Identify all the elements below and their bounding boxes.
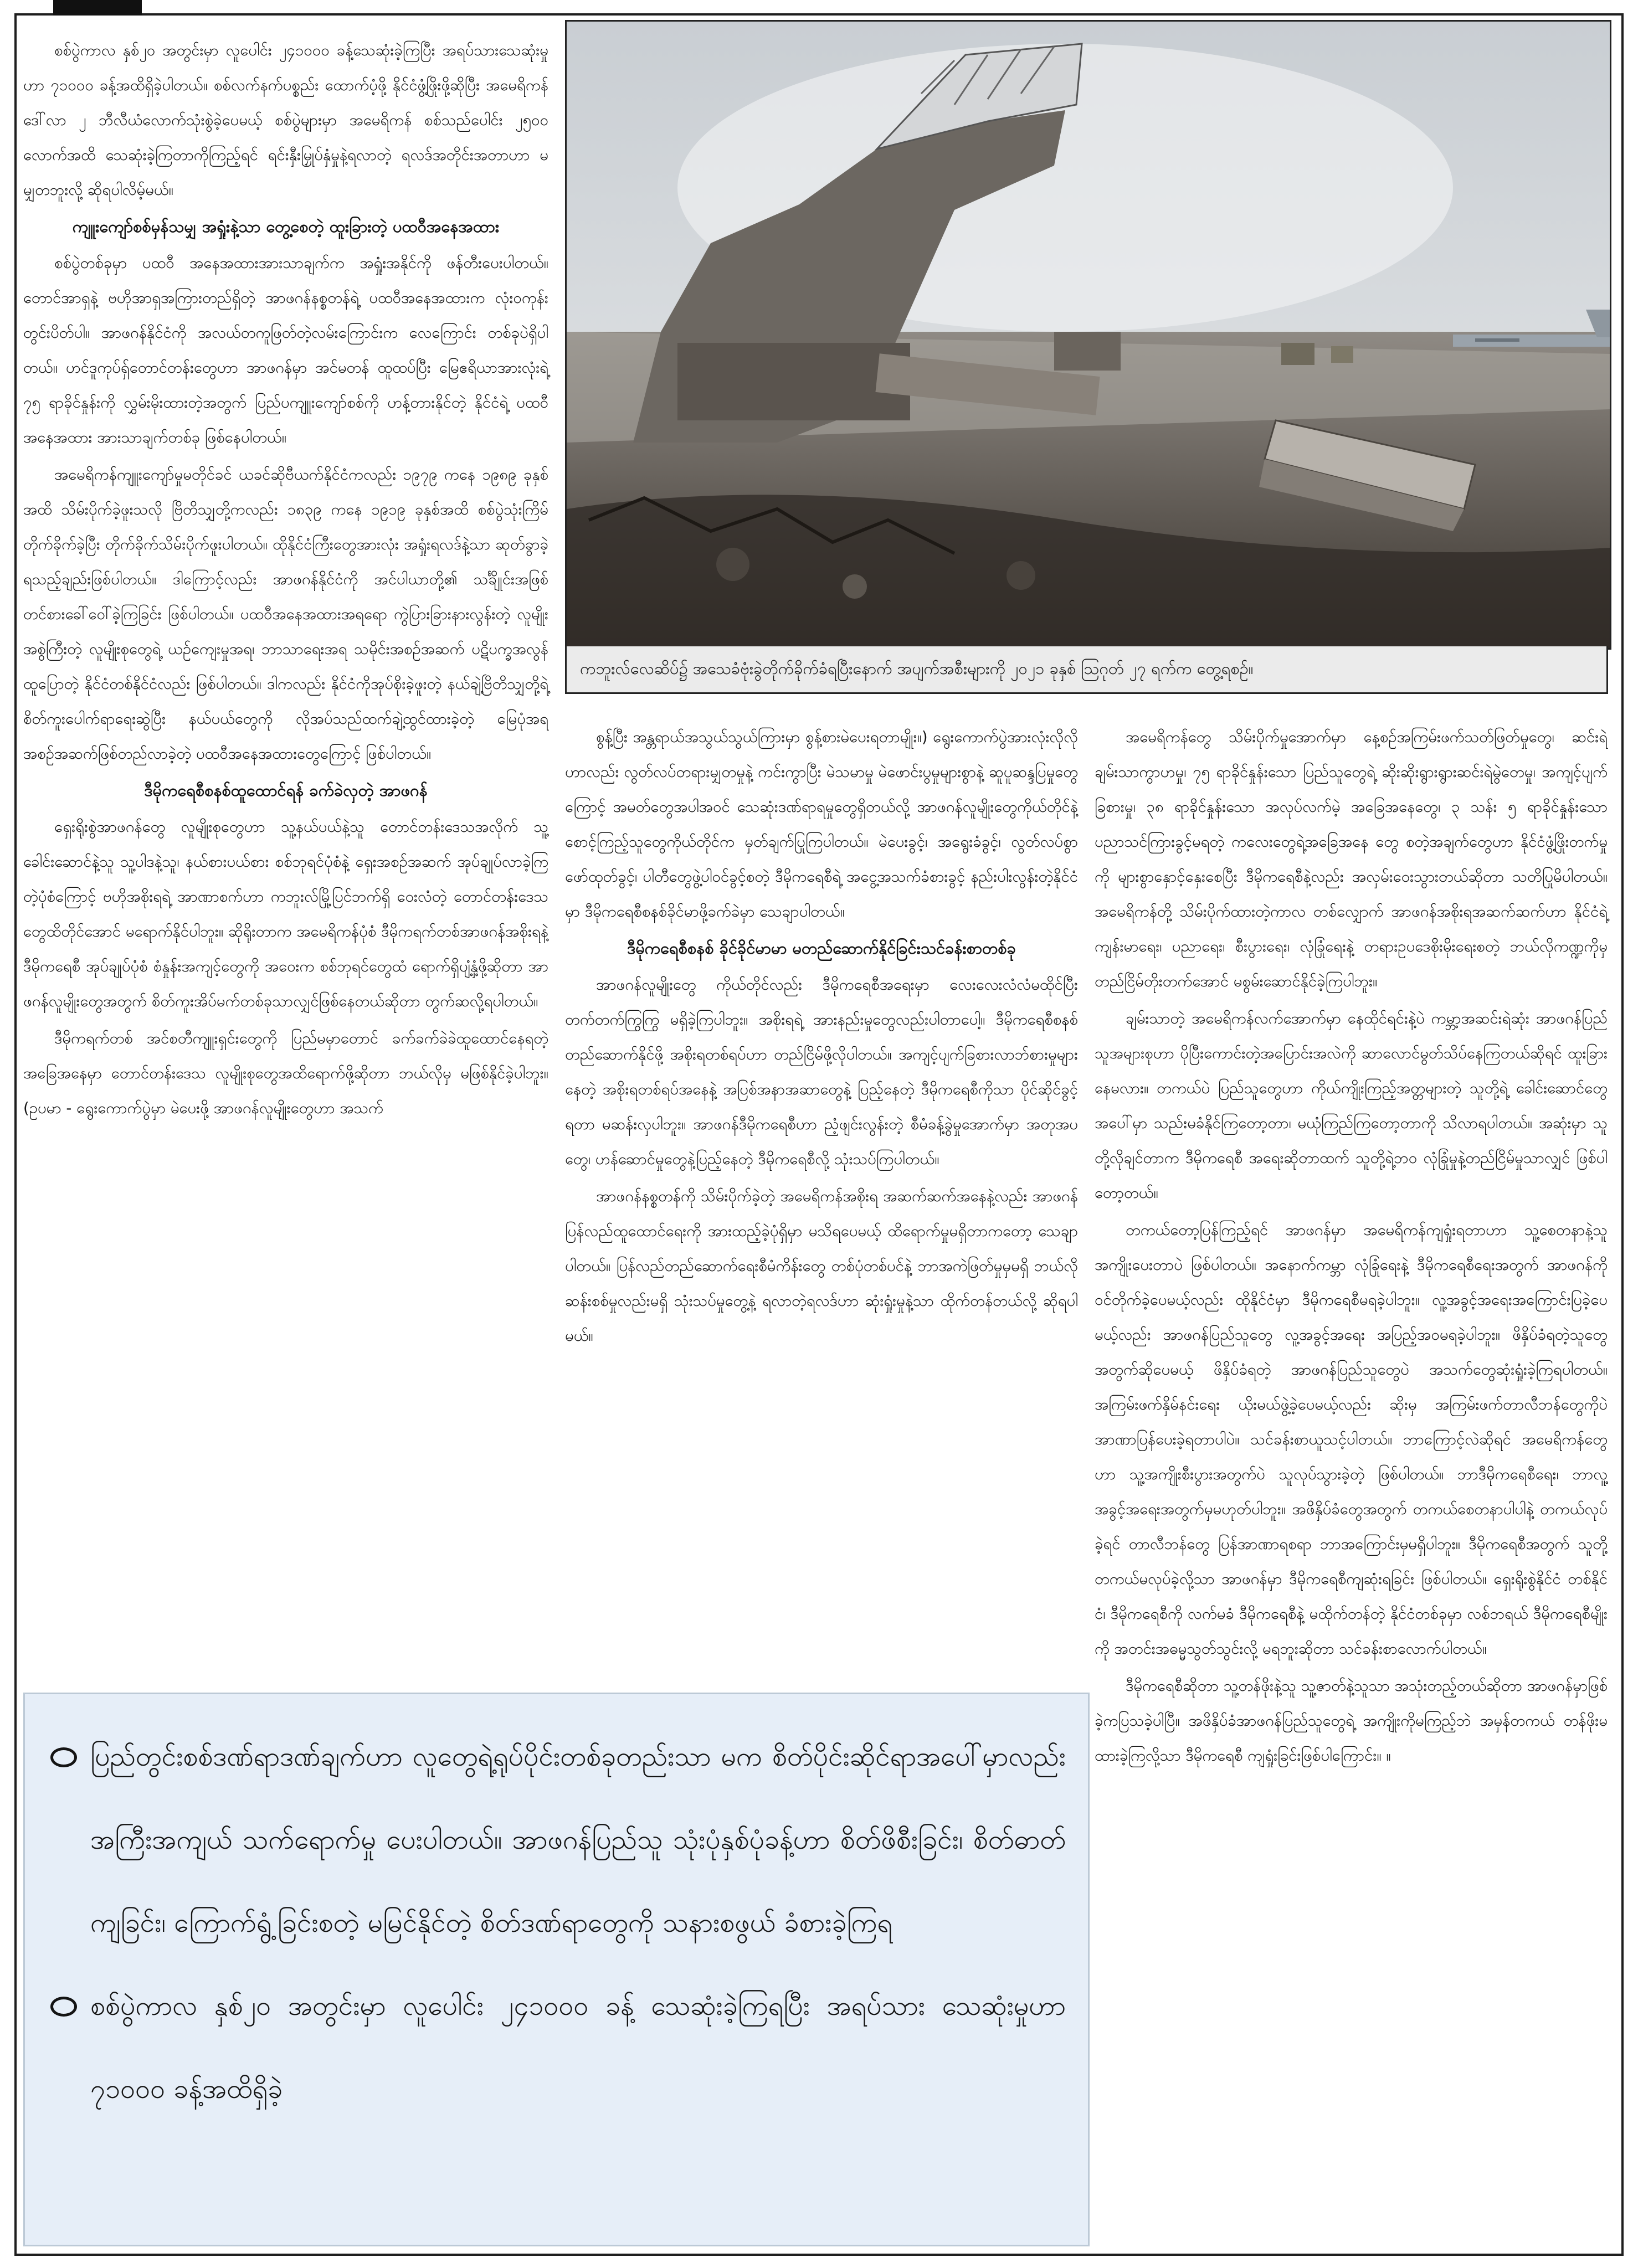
col3-paragraph-2: ချမ်းသာတဲ့ အမေရိကန်လက်အောက်မှာ နေထိုင်ရင်းနဲ့ပဲ ကမ္ဘာ့အဆင်းရဲဆုံး အာဖဂန်ပြည်သူအများစုဟာ ပိုပြီးကောင်းတဲ့အပြောင်းအလဲကို ဆာလောင်မွတ်သိပ်နေကြတယ်ဆိုရင် ထူးခြားနေမလား။ တကယ်ပဲ ပြည်သူတွေဟာ ကိုယ်ကျိုးကြည့်အတ္တများတဲ့ သူတို့ရဲ့ ခေါင်းဆောင်တွေအပေါ်မှာ သည်းမခံနိုင်ကြတော့တာ၊ မယုံကြည်ကြတော့တာကို သိလာရပါတယ်။ အဆုံးမှာ သူတို့လိုချင်တာက ဒီမိုကရေစီ အရေးဆိုတာထက် သူတို့ရဲ့ဘဝ လုံခြုံမှုနဲ့တည်ငြိမ်မှုသာလျှင် ဖြစ်ပါတော့တယ်။ (1095, 1010, 1608, 1202)
col3-paragraph-3: တကယ်တော့ပြန်ကြည့်ရင် အာဖဂန်မှာ အမေရိကန်ကျရှုံးရတာဟာ သူ့စေတနာနဲ့သူ အကျိုးပေးတာပဲ ဖြစ်ပါတယ်။ အနောက်ကမ္ဘာ လုံခြုံရေးနဲ့ ဒီမိုကရေစီရေးအတွက် အာဖဂန်ကို ဝင်တိုက်ခဲ့ပေမယ့်လည်း ထိုနိုင်ငံမှာ ဒီမိုကရေစီမရခဲ့ပါဘူး။ လူ့အခွင့်အရေးအကြောင်းပြခဲ့ပေမယ့်လည်း အာဖဂန်ပြည်သူတွေ လူ့အခွင့်အရေး အပြည့်အဝမရခဲ့ပါဘူး။ ဖိနှိပ်ခံရတဲ့သူတွေအတွက်ဆိုပေမယ့် ဖိနှိပ်ခံရတဲ့ အာဖဂန်ပြည်သူတွေပဲ အသက်တွေဆုံးရှုံးခဲ့ကြရပါတယ်။ အကြမ်းဖက်နှိမ်နင်းရေး ယိုးမယ်ဖွဲ့ခဲ့ပေမယ့်လည်း ဆိုးမှ အကြမ်းဖက်တာလီဘန်တွေကိုပဲ အာဏာပြန်ပေးခဲ့ရတာပါပဲ။ သင်ခန်းစာယူသင့်ပါတယ်။ ဘာကြောင့်လဲဆိုရင် အမေရိကန်တွေဟာ သူ့အကျိုးစီးပွားအတွက်ပဲ သူလုပ်သွားခဲ့တဲ့ ဖြစ်ပါတယ်။ ဘာဒီမိုကရေစီရေး၊ ဘာလူ့အခွင့်အရေးအတွက်မှမဟုတ်ပါဘူး။ အဖိနှိပ်ခံတွေအတွက် တကယ်စေတနာပါပါနဲ့ တကယ်လုပ်ခဲ့ရင် တာလီဘန်တွေ ပြန်အာဏာရစရာ ဘာအကြောင်းမှမရှိပါဘူး။ ဒီမိုကရေစီအတွက် သူတို့တကယ်မလုပ်ခဲ့လို့သာ အာဖဂန်မှာ ဒီမိုကရေစီကျဆုံးရခြင်း ဖြစ်ပါတယ်။ ရှေးရိုးစွဲနိုင်ငံ တစ်နိုင်ငံ၊ ဒီမိုကရေစီကို လက်မခံ ဒီမိုကရေစီနဲ့ မထိုက်တန်တဲ့ နိုင်ငံတစ်ခုမှာ လစ်ဘရယ် ဒီမိုကရေစီမျိုးကို အတင်းအဓမ္မသွတ်သွင်းလို့ မရဘူးဆိုတာ သင်ခန်းစာလောက်ပါတယ်။ (1095, 1221, 1608, 1658)
circle-bullet-icon (50, 1997, 77, 2017)
column-2 (565, 720, 1078, 1689)
callout-box (23, 1693, 1090, 2246)
circle-bullet-icon (50, 1747, 77, 1767)
callout-item-2-text: စစ်ပွဲကာလ နှစ်၂၀ အတွင်းမှာ လူပေါင်း ၂၄၁၀၀၀ ခန့် သေဆုံးခဲ့ကြရပြီး အရပ်သား သေဆုံးမှုဟာ ၇၁၀၀၀ ခန့်အထိရှိခဲ့ (90, 1991, 1066, 2105)
column-3 (1095, 720, 1608, 2243)
photo-illustration (567, 22, 1610, 648)
col1-paragraph-3: အမေရိကန်ကျူးကျော်မှုမတိုင်ခင် ယခင်ဆိုဗီယက်နိုင်ငံကလည်း ၁၉၇၉ ကနေ ၁၉၈၉ ခုနှစ်အထိ သိမ်းပိုက်ခဲ့ဖူးသလို ဗြိတိသျှတို့ကလည်း ၁၈၃၉ ကနေ ၁၉၁၉ ခုနှစ်အထိ စစ်ပွဲသုံးကြိမ်တိုက်ခိုက်ခဲ့ပြီး တိုက်ခိုက်သိမ်းပိုက်ဖူးပါတယ်။ ထိုနိုင်ငံကြီးတွေအားလုံး အရှုံးရလဒ်နဲ့သာ ဆုတ်ခွာခဲ့ရသည့်ချည်းဖြစ်ပါတယ်။ ဒါကြောင့်လည်း အာဖဂန်နိုင်ငံကို အင်ပါယာတို့၏ သင်္ချိုင်းအဖြစ် တင်စားခေါ်ဝေါ်ခဲ့ကြခြင်း ဖြစ်ပါတယ်။ ပထဝီအနေအထားအရရော ကွဲပြားခြားနားလွန်းတဲ့ လူမျိုးအစွဲကြီးတဲ့ လူမျိုးစုတွေရဲ့ ယဉ်ကျေးမှုအရ၊ ဘာသာရေးအရ သမိုင်းအစဉ်အဆက် ပဋိပက္ခအလွန်ထူပြောတဲ့ နိုင်ငံတစ်နိုင်ငံလည်း ဖြစ်ပါတယ်။ ဒါကလည်း နိုင်ငံကိုအုပ်စိုးခဲ့ဖူးတဲ့ နယ်ချဲ့ဗြိတိသျှတို့ရဲ့ စိတ်ကူးပေါက်ရာရေးဆွဲပြီး နယ်ပယ်တွေကို လိုအပ်သည်ထက်ချဲ့ထွင်ထားခဲ့တဲ့ မြေပုံအရ အစဉ်အဆက်ဖြစ်တည်လာခဲ့တဲ့ ပထဝီအနေအထားတွေကြောင့် ဖြစ်ပါတယ်။ (23, 466, 548, 763)
callout-item-1-text: ပြည်တွင်းစစ်ဒဏ်ရာဒဏ်ချက်ဟာ လူတွေရဲ့ရုပ်ပိုင်းတစ်ခုတည်းသာ မက စိတ်ပိုင်းဆိုင်ရာအပေါ်မှာလည်း အကြီးအကျယ် သက်ရောက်မှု ပေးပါတယ်။ အာဖဂန်ပြည်သူ သုံးပုံနှစ်ပုံခန့်ဟာ စိတ်ဖိစီးခြင်း၊ စိတ်ဓာတ်ကျခြင်း၊ ကြောက်ရွံ့ခြင်းစတဲ့ မမြင်နိုင်တဲ့ စိတ်ဒဏ်ရာတွေကို သနားစဖွယ် ခံစားခဲ့ကြရ (90, 1741, 1066, 1938)
col1-heading-2: ဒီမိုကရေစီစနစ်ထူထောင်ရန် ခက်ခဲလှတဲ့ အာဖဂန် (144, 781, 428, 800)
callout-item-1 (47, 1715, 1066, 1964)
photo-airport-debris (565, 20, 1611, 650)
col1-paragraph-5: ဒီမိုကရက်တစ် အင်စတီကျူးရှင်းတွေကို ပြည်မမှာတောင် ခက်ခက်ခဲခဲထူထောင်နေရတဲ့အခြေအနေမှာ တောင်တန်းဒေသ လူမျိုးစုတွေအထိရောက်ဖို့ဆိုတာ ဘယ်လိုမှ မဖြစ်နိုင်ခဲ့ပါဘူး။ (ဥပမာ - ရွေးကောက်ပွဲမှာ မဲပေးဖို့ အာဖဂန်လူမျိုးတွေဟာ အသက် (23, 1030, 548, 1117)
col2-paragraph-3: အာဖဂန်နစ္စတန်ကို သိမ်းပိုက်ခဲ့တဲ့ အမေရိကန်အစိုးရ အဆက်ဆက်အနေနဲ့လည်း အာဖဂန်ပြန်လည်ထူထောင်ရေးကို အားထည့်ခဲ့ပုံရှိမှာ မသိရပေမယ့် ထိရောက်မှုမရှိတာကတော့ သေချာပါတယ်။ ပြန်လည်တည်ဆောက်ရေးစီမံကိန်းတွေ တစ်ပုံတစ်ပင်နဲ့ ဘာအကဲဖြတ်မှုမှမရှိ ဘယ်လိုဆန်းစစ်မှုလည်းမရှိ သုံးသပ်မှုတွေ့နဲ့ ရလာတဲ့ရလဒ်ဟာ ဆုံးရှုံးမှုနဲ့သာ ထိုက်တန်တယ်လို့ ဆိုရပါမယ်။ (565, 1187, 1078, 1345)
col1-heading-1: ကျူးကျော်စစ်မှန်သမျှ အရှုံးနဲ့သာ တွေ့စေတဲ့ ထူးခြားတဲ့ ပထဝီအနေအထား (72, 217, 500, 236)
col3-paragraph-1: အမေရိကန်တွေ သိမ်းပိုက်မှုအောက်မှာ နေ့စဉ်အကြမ်းဖက်သတ်ဖြတ်မှုတွေ၊ ဆင်းရဲချမ်းသာကွာဟမှု၊ ၇၅ ရာခိုင်နှုန်းသော ပြည်သူတွေရဲ့ ဆိုးဆိုးရွားရွားဆင်းရဲမွဲတေမှု၊ အကျင့်ပျက်ခြစားမှု၊ ၃၈ ရာခိုင်နှုန်းသော အလုပ်လက်မဲ့ အခြေအနေတွေ၊ ၃ သန်း ၅ ရာခိုင်နှုန်းသော ပညာသင်ကြားခွင့်မရတဲ့ ကလေးတွေရဲ့အခြေအနေ တွေ စတဲ့အချက်တွေဟာ နိုင်ငံဖွံ့ဖြိုးတက်မှုကို များစွာနှောင့်နှေးစေပြီး ဒီမိုကရေစီနဲ့လည်း အလှမ်းဝေးသွားတယ်ဆိုတာ သတိပြုမိပါတယ်။ အမေရိကန်တို့ သိမ်းပိုက်ထားတဲ့ကာလ တစ်လျှောက် အာဖဂန်အစိုးရအဆက်ဆက်ဟာ နိုင်ငံရဲ့ကျန်းမာရေး၊ ပညာရေး၊ စီးပွားရေး၊ လုံခြုံရေးနဲ့ တရားဥပဒေစိုးမိုးရေးစတဲ့ ဘယ်လိုကဏ္ဍကိုမှ တည်ငြိမ်တိုးတက်အောင် မစွမ်းဆောင်နိုင်ခဲ့ကြပါဘူး။ (1095, 728, 1608, 990)
col1-paragraph-2: စစ်ပွဲတစ်ခုမှာ ပထဝီ အနေအထားအားသာချက်က အရှုံးအနိုင်ကို ဖန်တီးပေးပါတယ်။ တောင်အာရှနဲ့ ဗဟိုအာရှအကြားတည်ရှိတဲ့ အာဖဂန်နစ္စတန်ရဲ့ ပထဝီအနေအထားက လုံးဝကုန်းတွင်းပိတ်ပါ။ အာဖဂန်နိုင်ငံကို အလယ်တကူဖြတ်တဲ့လမ်းကြောင်းက လေကြောင်း တစ်ခုပဲရှိပါတယ်။ ဟင်ဒူကုပ်ရှ်တောင်တန်းတွေဟာ အာဖဂန်မှာ အင်မတန် ထူထပ်ပြီး မြေဧရိယာအားလုံးရဲ့ ၇၅ ရာခိုင်နှုန်းကို လွှမ်းမိုးထားတဲ့အတွက် ပြည်ပကျူးကျော်စစ်ကို ဟန့်တားနိုင်တဲ့ နိုင်ငံရဲ့ ပထဝီအနေအထား အားသာချက်တစ်ခု ဖြစ်နေပါတယ်။ (23, 254, 548, 446)
col1-paragraph-4: ရှေးရိုးစွဲအာဖဂန်တွေ လူမျိုးစုတွေဟာ သူ့နယ်ပယ်နဲ့သူ တောင်တန်းဒေသအလိုက် သူ့ခေါင်းဆောင်နဲ့သူ သူ့ပါဒနဲ့သူ၊ နယ်စားပယ်စား စစ်ဘုရင်ပုံစံနဲ့ ရှေးအစဉ်အဆက် အုပ်ချုပ်လာခဲ့ကြတဲ့ပုံစံကြောင့် ဗဟိုအစိုးရရဲ့ အာဏာစက်ဟာ ကဘူးလ်မြို့ပြင်ဘက်ရှိ ဝေးလံတဲ့ တောင်တန်းဒေသတွေထိတိုင်အောင် မရောက်နိုင်ပါဘူး။ ဆိုရိုးတာက အမေရိကန်ပုံစံ ဒီမိုကရက်တစ်အာဖဂန်အစိုးရနဲ့ ဒီမိုကရေစီ အုပ်ချုပ်ပုံစံ စံနှုန်းအကျင့်တွေကို အဝေးက စစ်ဘုရင်တွေထံ ရောက်ရှိပျံ့နှံ့ဖို့ဆိုတာ အာဖဂန်လူမျိုးတွေအတွက် စိတ်ကူးအိပ်မက်တစ်ခုသာလျှင်ဖြစ်နေတယ်ဆိုတာ တွက်ဆလို့ရပါတယ်။ (23, 818, 548, 1010)
header-tab (53, 0, 142, 16)
callout-item-2 (47, 1964, 1066, 2131)
photo-caption: ကဘူးလ်လေဆိပ်၌ အသေခံဗုံးခွဲတိုက်ခိုက်ခံရပြီးနောက် အပျက်အစီးများကို ၂၀၂၁ ခုနှစ် ဩဂုတ် ၂၇ ရက်က တွေ့ရစဉ်။ (565, 646, 1608, 694)
col3-paragraph-4: ဒီမိုကရေစီဆိုတာ သူ့တန်ဖိုးနဲ့သူ သူ့ဇာတ်နဲ့သူသာ အသုံးတည့်တယ်ဆိုတာ အာဖဂန်မှာဖြစ်ခဲ့ကပြသခဲ့ပါပြီ။ အဖိနှိပ်ခံအာဖဂန်ပြည်သူတွေရဲ့ အကျိုးကိုမကြည့်ဘဲ အမှန်တကယ် တန်ဖိုးမထားခဲ့ကြလို့သာ ဒီမိုကရေစီ ကျရှုံးခြင်းဖြစ်ပါကြောင်း။ ။ (1095, 1677, 1608, 1765)
col2-paragraph-2: အာဖဂန်လူမျိုးတွေ ကိုယ်တိုင်လည်း ဒီမိုကရေစီအရေးမှာ လေးလေးလံလံမထိုင်ပြီး တက်တက်ကြွကြွ မရှိခဲ့ကြပါဘူး။ အစိုးရရဲ့ အားနည်းမှုတွေလည်းပါတာပေါ့။ ဒီမိုကရေစီစနစ် တည်ဆောက်နိုင်ဖို့ အစိုးရတစ်ရပ်ဟာ တည်ငြိမ်ဖို့လိုပါတယ်။ အကျင့်ပျက်ခြစားလာဘ်စားမှုများနေတဲ့ အစိုးရတစ်ရပ်အနေနဲ့ အပြစ်အနာအဆာတွေနဲ့ ပြည့်နေတဲ့ ဒီမိုကရေစီကိုသာ ပိုင်ဆိုင်ခွင့်ရတာ မဆန်းလှပါဘူး။ အာဖဂန်ဒီမိုကရေစီဟာ ညံ့ဖျင်းလွန်းတဲ့ စီမံခန့်ခွဲမှုအောက်မှာ အတုအပတွေ၊ ဟန်ဆောင်မှုတွေနဲ့ပြည့်နေတဲ့ ဒီမိုကရေစီလို့ သုံးသပ်ကြပါတယ်။ (565, 976, 1078, 1168)
col2-heading-1: ဒီမိုကရေစီစနစ် ခိုင်ခိုင်မာမာ မတည်ဆောက်နိုင်ခြင်းသင်ခန်းစာတစ်ခု (627, 939, 1016, 958)
col2-paragraph-1: စွန့်ပြီး အန္တရာယ်အသွယ်သွယ်ကြားမှာ စွန့်စားမဲပေးရတာမျိုး။) ရွေးကောက်ပွဲအားလုံးလိုလိုဟာလည်း လွတ်လပ်တရားမျှတမှုနဲ့ ကင်းကွာပြီး မဲသမာမှု မဲဖောင်းပွမှုများစွာနဲ့ ဆူပူဆန္ဒပြမှုတွေကြောင့် အမတ်တွေအပါအဝင် သေဆုံးဒဏ်ရာရမှုတွေရှိတယ်လို့ အာဖဂန်လူမျိုးတွေကိုယ်တိုင်နဲ့ စောင့်ကြည့်သူတွေကိုယ်တိုင်က မှတ်ချက်ပြုကြပါတယ်။ မဲပေးခွင့်၊ အရွေးခံခွင့်၊ လွတ်လပ်စွာဖော်ထုတ်ခွင့်၊ ပါတီတွေဖွဲ့ပါဝင်ခွင့်စတဲ့ ဒီမိုကရေစီရဲ့ အငွေ့အသက်ခံစားခွင့် နည်းပါးလွန်းတဲ့နိုင်ငံမှာ ဒီမိုကရေစီစနစ်ခိုင်မာဖို့ခက်ခဲမှာ သေချာပါတယ်။ (565, 728, 1078, 920)
column-1 (23, 33, 548, 1689)
col1-paragraph-1: စစ်ပွဲကာလ နှစ်၂၀ အတွင်းမှာ လူပေါင်း ၂၄၁၀၀၀ ခန့်သေဆုံးခဲ့ကြပြီး အရပ်သားသေဆုံးမှုဟာ ၇၁၀၀၀ ခန့်အထိရှိခဲ့ပါတယ်။ စစ်လက်နက်ပစ္စည်း ထောက်ပံ့ဖို့ နိုင်ငံဖွံ့ဖြိုးဖို့ဆိုပြီး အမေရိကန်ဒေါ်လာ ၂ ဘီလီယံလောက်သုံးစွဲခဲ့ပေမယ့် စစ်ပွဲများမှာ အမေရိကန် စစ်သည်ပေါင်း ၂၅၀၀ လောက်အထိ သေဆုံးခဲ့ကြတာကိုကြည့်ရင် ရင်းနှီးမြှုပ်နှံမှုနဲ့ရလာတဲ့ ရလဒ်အတိုင်းအတာဟာ မမျှတဘူးလို့ ဆိုရပါလိမ့်မယ်။ (23, 42, 548, 199)
